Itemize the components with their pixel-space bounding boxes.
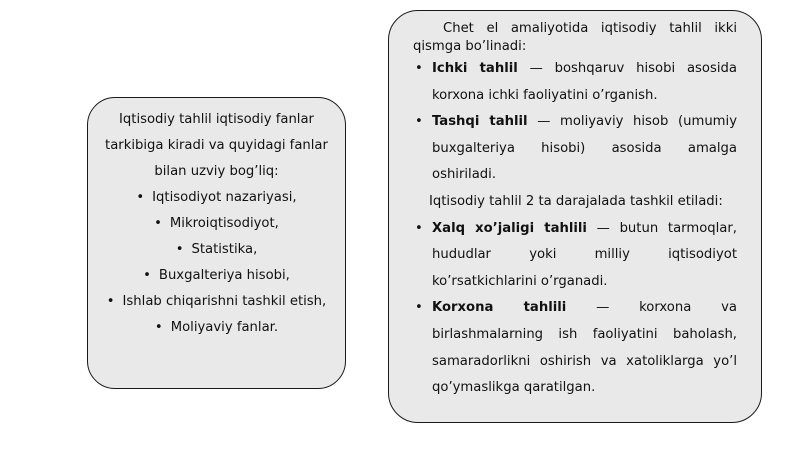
analysis-levels-list (413, 216, 737, 402)
term: Korxona tahlili (432, 300, 567, 316)
list-item: • Moliyaviy fanlar. (102, 315, 331, 341)
list-item (413, 109, 737, 189)
list-item: • Statistika, (102, 237, 331, 263)
levels-intro: Iqtisodiy tahlil 2 ta darajalada tashkil etiladi: (429, 193, 723, 209)
definition: — butun tarmoqlar, hududlar yoki milliy iqtisodiyot ko’rsatkichlarini o’rganadi. (432, 220, 737, 289)
right-textbox (388, 10, 762, 423)
left-textbox (87, 97, 346, 389)
list-item (413, 56, 737, 109)
list-item (413, 295, 737, 401)
term: Xalq xo’jaligi tahlili (432, 220, 587, 236)
list-item: • Iqtisodiyot nazariyasi, (102, 185, 331, 211)
analysis-parts-list (413, 56, 737, 189)
definition: — moliyaviy hisob (umumiy buxgalteriya hisobi) asosida amalga oshiriladi. (432, 114, 738, 183)
definition: — korxona va birlashmalarning ish faoliyatini baholash, samaradorlikni oshirish va xatoliklarga yo’l qo’ymaslikga qaratilgan. (432, 300, 738, 396)
left-list (88, 185, 345, 341)
list-item: • Buxgalteriya hisobi, (102, 263, 331, 289)
right-intro: Chet el amaliyotida iqtisodiy tahlil ikki qismga bo’linadi: (413, 21, 737, 54)
left-intro: Iqtisodiy tahlil iqtisodiy fanlar tarkibiga kiradi va quyidagi fanlar bilan uzviy bog’liq: (105, 112, 328, 179)
definition: — boshqaruv hisobi asosida korxona ichki faoliyatini o’rganish. (432, 61, 737, 103)
list-item: • Mikroiqtisodiyot, (102, 211, 331, 237)
term: Tashqi tahlil (432, 114, 528, 130)
term: Ichki tahlil (432, 61, 518, 76)
list-item (413, 216, 737, 296)
list-item: • Ishlab chiqarishni tashkil etish, (102, 289, 331, 315)
